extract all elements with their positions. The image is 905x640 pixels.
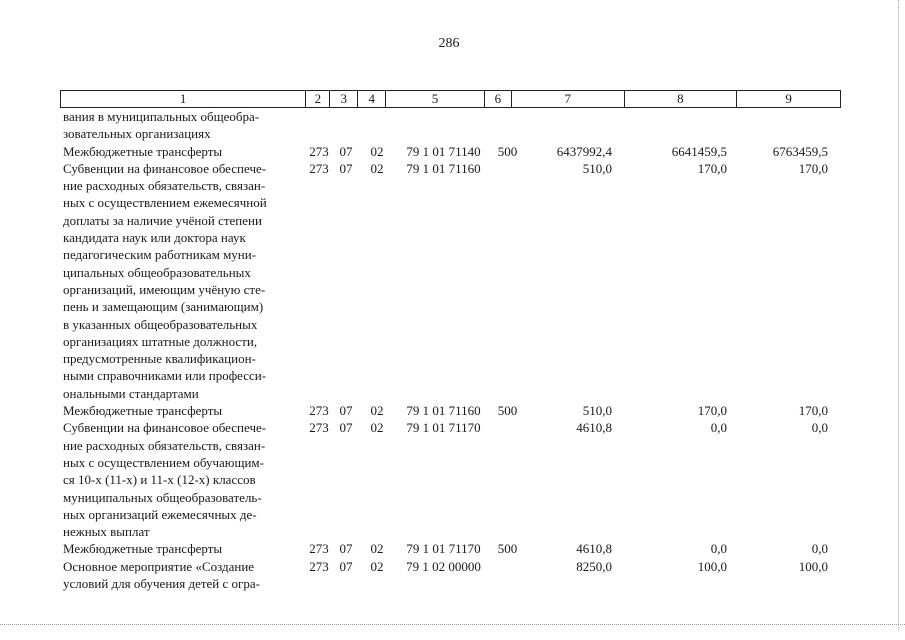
page-number: 286: [438, 36, 460, 51]
description-line: педагогическим работникам муни-: [63, 247, 257, 263]
table-row: [60, 402, 841, 419]
table-row: [60, 160, 841, 402]
page-edge-bottom: [0, 624, 905, 625]
page-edge-right: [898, 0, 899, 630]
description-line: нежных выплат: [63, 524, 150, 540]
description-line: ние расходных обязательств, связан-: [63, 437, 266, 453]
subsection-code: 02: [370, 558, 384, 574]
admin-code: 273: [309, 403, 329, 419]
description-line: вания в муниципальных общеобра-: [63, 109, 260, 124]
amount-col-9: 170,0: [798, 403, 828, 419]
row-description: [63, 540, 300, 557]
description-line: доплаты за наличие учёной степени: [63, 212, 262, 228]
table-body: [60, 108, 841, 592]
target-article-code: 79 1 01 71170: [406, 420, 481, 436]
description-line: Основное мероприятие «Создание: [63, 558, 255, 574]
amount-col-8: 170,0: [697, 160, 727, 176]
amount-col-7: 510,0: [582, 403, 612, 419]
amount-col-7: 510,0: [582, 160, 612, 176]
amount-col-7: 4610,8: [576, 541, 612, 557]
description-line: организациях штатные должности,: [63, 333, 258, 349]
description-line: ципальных общеобразовательных: [63, 264, 251, 280]
description-line: Межбюджетные трансферты: [63, 541, 223, 557]
admin-code: 273: [309, 143, 329, 159]
description-line: ональными стандартами: [63, 385, 199, 401]
admin-code: 273: [309, 541, 329, 557]
amount-col-7: 8250,0: [576, 558, 612, 574]
expense-type-code: 500: [497, 541, 518, 557]
subsection-code: 02: [370, 403, 384, 419]
row-description: [63, 160, 300, 402]
row-description: [63, 108, 300, 143]
expense-type-code: 500: [497, 403, 518, 419]
admin-code: 273: [309, 558, 329, 574]
amount-col-8: 0,0: [710, 420, 727, 436]
amount-col-7: 6437992,4: [556, 143, 612, 159]
table-row: [60, 540, 841, 557]
row-description: [63, 558, 300, 593]
description-line: Межбюджетные трансферты: [63, 403, 223, 419]
budget-table: [60, 90, 841, 592]
table-row: [60, 108, 841, 143]
target-article-code: 79 1 01 71160: [406, 160, 481, 176]
amount-col-9: 6763459,5: [772, 143, 828, 159]
row-description: [63, 402, 300, 419]
description-line: ние расходных обязательств, связан-: [63, 178, 266, 194]
column-header: 1: [61, 91, 306, 107]
description-line: организаций, имеющим учёную сте-: [63, 281, 266, 297]
description-line: Субвенции на финансовое обеспече-: [63, 420, 267, 436]
description-line: кандидата наук или доктора наук: [63, 230, 246, 246]
row-description: [63, 143, 300, 160]
section-code: 07: [339, 143, 353, 159]
target-article-code: 79 1 02 00000: [406, 558, 481, 574]
table-row: [60, 419, 841, 540]
description-line: зовательных организациях: [63, 126, 211, 142]
admin-code: 273: [309, 160, 329, 176]
description-line: в указанных общеобразовательных: [63, 316, 258, 332]
amount-col-8: 6641459,5: [671, 143, 727, 159]
amount-col-9: 0,0: [811, 541, 828, 557]
column-header: 4: [358, 91, 386, 107]
column-header: 3: [330, 91, 358, 107]
amount-col-9: 100,0: [798, 558, 828, 574]
target-article-code: 79 1 01 71160: [406, 403, 481, 419]
column-header: 5: [386, 91, 485, 107]
target-article-code: 79 1 01 71140: [406, 143, 481, 159]
section-code: 07: [339, 403, 353, 419]
description-line: предусмотренные квалификацион-: [63, 351, 256, 367]
subsection-code: 02: [370, 143, 384, 159]
table-row: [60, 558, 841, 593]
section-code: 07: [339, 160, 353, 176]
description-line: ся 10-х (11-х) и 11-х (12-х) классов: [63, 472, 256, 488]
table-header: [60, 90, 841, 108]
subsection-code: 02: [370, 160, 384, 176]
section-code: 07: [339, 558, 353, 574]
amount-col-9: 170,0: [798, 160, 828, 176]
column-header: 9: [785, 91, 792, 106]
description-line: ных организаций ежемесячных де-: [63, 506, 257, 522]
column-header: 8: [625, 91, 738, 107]
description-line: Межбюджетные трансферты: [63, 143, 223, 159]
row-description: [63, 419, 300, 540]
description-line: Субвенции на финансовое обеспече-: [63, 160, 267, 176]
section-code: 07: [339, 420, 353, 436]
section-code: 07: [339, 541, 353, 557]
subsection-code: 02: [370, 420, 384, 436]
target-article-code: 79 1 01 71170: [406, 541, 481, 557]
admin-code: 273: [309, 420, 329, 436]
column-header: 7: [512, 91, 625, 107]
description-line: ных с осуществлением обучающим-: [63, 454, 264, 470]
amount-col-7: 4610,8: [576, 420, 612, 436]
amount-col-8: 170,0: [697, 403, 727, 419]
amount-col-8: 0,0: [710, 541, 727, 557]
table-row: [60, 143, 841, 160]
amount-col-8: 100,0: [697, 558, 727, 574]
subsection-code: 02: [370, 541, 384, 557]
description-line: ными справочниками или професси-: [63, 368, 267, 384]
column-header: 6: [485, 91, 512, 107]
description-line: условий для обучения детей с огра-: [63, 576, 260, 592]
description-line: ных с осуществлением ежемесячной: [63, 195, 267, 211]
description-line: муниципальных общеобразователь-: [63, 489, 262, 505]
amount-col-9: 0,0: [811, 420, 828, 436]
expense-type-code: 500: [497, 143, 518, 159]
column-header: 2: [306, 91, 330, 107]
description-line: пень и замещающим (занимающим): [63, 299, 264, 315]
